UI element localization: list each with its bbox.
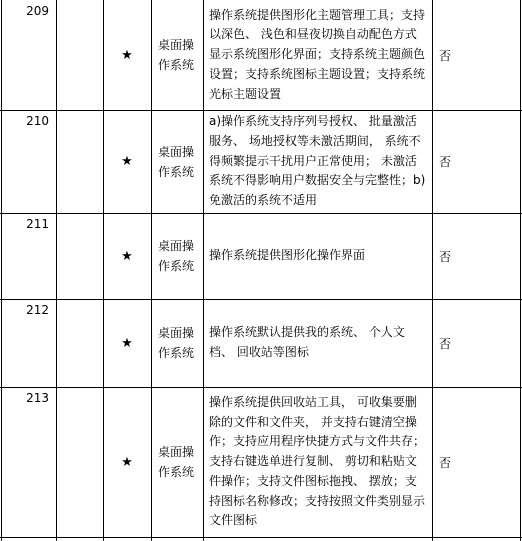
response-cell: 否 [439, 48, 452, 63]
category-cell [151, 0, 203, 110]
description-cell: a)操作系统支持序列号授权、 批量激活服务、 场地授权等未激活期间， 系统不得频繁提示干扰用户正常使用； 未激活系统不得影响用户数据安全与完整性；b)免激活的系统不适用 [209, 114, 426, 208]
response-cell: 否 [439, 155, 452, 169]
category-label: 桌面操作系统 [158, 445, 195, 479]
row-number: 212 [26, 303, 49, 317]
star-icon: ★ [121, 454, 133, 470]
column-divider [56, 0, 57, 541]
row-number: 211 [26, 217, 49, 231]
column-divider [432, 0, 433, 541]
star-icon: ★ [121, 154, 133, 169]
row-divider [0, 537, 522, 538]
description-cell: 操作系统提供图形化主题管理工具；支持以深色、 浅色和昼夜切换自动配色方式显示系统图形化界面；支持系统主题颜色设置；支持系统图标主题设置；支持系统光标主题设置 [209, 7, 426, 101]
category-label: 桌面操作系统 [158, 144, 195, 179]
row-divider [0, 110, 522, 111]
row-divider [0, 299, 522, 300]
column-divider [151, 0, 152, 541]
category-label: 桌面操作系统 [158, 239, 195, 273]
row-divider [0, 387, 522, 388]
category-cell [151, 213, 203, 299]
description-cell: 操作系统提供回收站工具， 可收集要删除的文件和文件夹， 并支持右键清空操作；支持应用程序快捷方式与文件共存；支持右键选单进行复制、 剪切和粘贴文件操作；支持文件图标拖拽、 摆放；支持图标名称修改；支持按照文件类别显示文件图标 [209, 394, 426, 528]
star-icon: ★ [121, 47, 133, 63]
row-number: 209 [26, 4, 49, 18]
column-divider [103, 0, 104, 541]
description-cell: 操作系统默认提供我的系统、 个人文档、 回收站等图标 [209, 325, 405, 359]
category-cell [151, 387, 203, 537]
description-cell: 操作系统提供图形化操作界面 [209, 248, 366, 263]
response-cell: 否 [439, 336, 452, 351]
row-divider [0, 213, 522, 214]
response-cell: 否 [439, 249, 452, 264]
star-icon: ★ [121, 248, 133, 264]
category-label: 桌面操作系统 [158, 326, 195, 360]
star-icon: ★ [121, 335, 133, 351]
row-number: 213 [26, 391, 49, 405]
column-divider [1, 0, 2, 541]
category-label: 桌面操作系统 [158, 38, 195, 72]
response-cell: 否 [439, 455, 452, 470]
column-divider [203, 0, 204, 541]
category-cell [151, 110, 203, 213]
column-divider [520, 0, 521, 541]
row-number: 210 [26, 114, 49, 128]
category-cell [151, 299, 203, 387]
